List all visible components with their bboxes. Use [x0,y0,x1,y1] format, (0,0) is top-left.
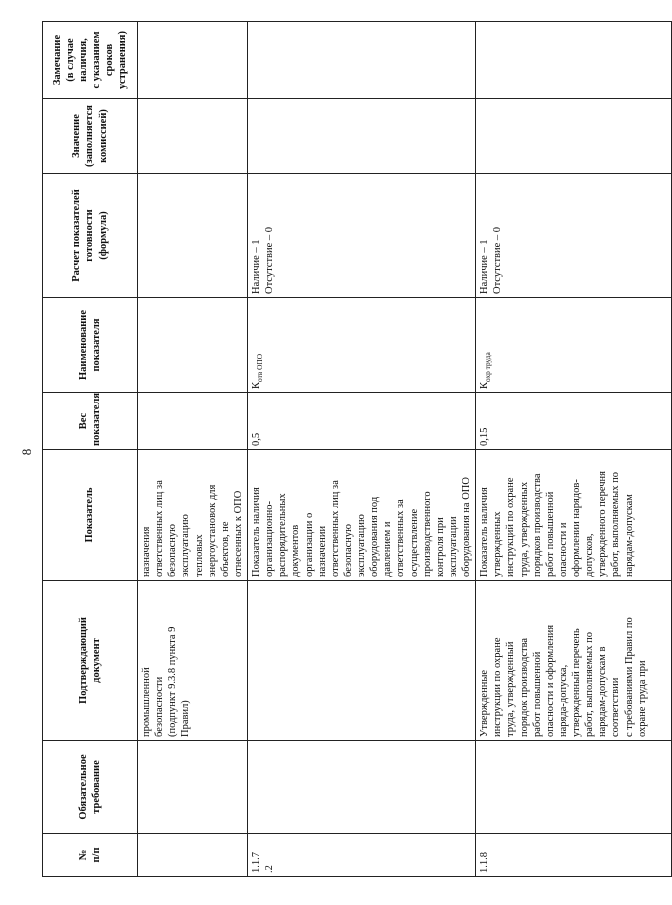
cell-formula: Наличие – 1 Отсутствие – 0 [476,174,672,298]
table-row [138,22,248,877]
indicator-symbol: К [479,381,491,389]
cell-indicator: Показатель наличия утвержденных инструкций по охране труда, утвержденных порядков производства работ повышенной опасности и оформлении нарядов- допусков, утвержденного перечня работ, выполняемых по нарядам-допускам [476,450,672,581]
header-indicator-name: Наименование показателя [43,298,138,393]
cell-document [248,581,476,741]
header-value: Значение (заполняется комиссией) [43,99,138,174]
cell-weight: 0,15 [476,393,672,450]
cell-weight [138,393,248,450]
cell-indicator-name [138,298,248,393]
table-row [248,22,476,877]
header-remark: Замечание (в случае наличия, с указанием сроков устранения) [43,22,138,99]
cell-indicator: назначения ответственных лиц за безопасную эксплуатацию тепловых энергоустановок для объектов, не отнесенных к ОПО [138,450,248,581]
cell-weight: 0,5 [248,393,476,450]
cell-remark [138,22,248,99]
cell-document: промышленной безопасности (подпункт 9.3.8 пункта 9 Правил) [138,581,248,741]
table-row [476,22,672,877]
header-requirement: Обязательное требование [43,741,138,834]
indicator-subscript: отв ОПО [255,353,265,382]
page-number: 8 [19,448,34,456]
cell-requirement [248,741,476,834]
rotated-page-content [42,22,648,877]
cell-remark [248,22,476,99]
indicator-symbol: К [251,381,262,389]
header-formula: Расчет показателей готовности (формула) [43,174,138,298]
cell-indicator-name [248,298,476,393]
cell-indicator-name [476,298,672,393]
cell-value [138,99,248,174]
header-document: Подтверждающий документ [43,581,138,741]
cell-remark [476,22,672,99]
header-number: № п/п [43,834,138,877]
cell-indicator: Показатель наличия организационно- распорядительных документов организации о назначении ответственных лиц за безопасную эксплуатацию оборудования под давлением и ответственных за осуществление производственного контроля при эксплуатации оборудования на ОПО [248,450,476,581]
cell-requirement [476,741,672,834]
cell-value [248,99,476,174]
header-indicator: Показатель [43,450,138,581]
header-weight: Вес показателя [43,393,138,450]
cell-requirement [138,741,248,834]
cell-number [138,834,248,877]
cell-number: 1.1.7 .2 [248,834,476,877]
cell-value [476,99,672,174]
indicator-subscript: охр труда [483,352,493,382]
readiness-indicators-table [42,21,672,877]
cell-formula: Наличие – 1 Отсутствие – 0 [248,174,476,298]
cell-formula [138,174,248,298]
cell-number: 1.1.8 [476,834,672,877]
cell-document: Утвержденные инструкции по охране труда, утвержденный порядок производства работ повышенной опасности и оформления наряда-допуска, утвержденный перечень работ, выполняемых по нарядам-допускам в соответствии с требованиями Правил по охране труда при [476,581,672,741]
table-header-row [43,22,138,877]
